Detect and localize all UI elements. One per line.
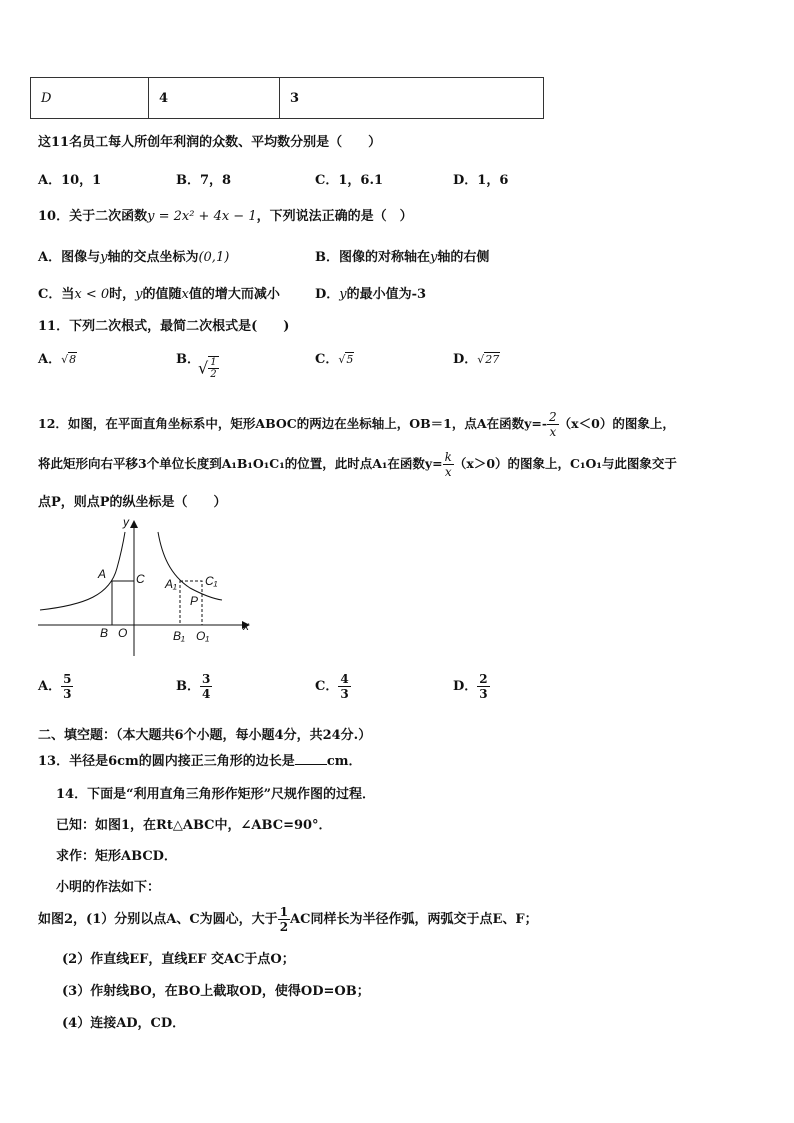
q10-c-suffix: 值的增大而减小 (188, 287, 280, 302)
q11-b-num: 1 (210, 357, 217, 368)
q11-a-radicand: 8 (69, 353, 77, 366)
q11-c-label: C． (315, 352, 339, 367)
q14-line5-num: 1 (279, 905, 289, 919)
label-o: O (118, 626, 128, 640)
q9-option-a: A．10，1 (38, 173, 102, 188)
q14-line6: (2）作直线EF，直线EF 交AC于点O； (62, 952, 295, 967)
q10-d-y: y (339, 287, 347, 302)
q10-b-y: y (430, 250, 438, 265)
q11-option-d (453, 348, 500, 367)
q12-line2-func: y= (424, 456, 443, 471)
q12-line2-a: 将此矩形向右平移3个单位长度到A₁B₁O₁C₁的位置，此时点A₁在函数 (38, 456, 425, 471)
q12-option-a (38, 672, 73, 701)
q14-line5-b: AC同样长为半径作弧，两弧交于点E、F； (290, 912, 538, 927)
q13-stem (38, 750, 361, 769)
label-x: x (243, 619, 249, 633)
q12-line2-den: x (444, 465, 452, 479)
q10-d-prefix: D． (315, 287, 340, 302)
label-p: P (190, 594, 199, 608)
q10-c-mid: 时， (109, 287, 136, 302)
answer-blank (295, 752, 327, 765)
q12-option-c (315, 672, 351, 701)
q14-line1: 14．下面是“利用直角三角形作矩形”尺规作图的过程． (56, 787, 376, 802)
q12-c-den: 3 (340, 687, 349, 701)
q14-line7: (3）作射线BO，在BO上截取OD，使得OD=OB； (62, 984, 370, 999)
q12-figure (30, 510, 260, 660)
q10-c-mid2: 的值随 (142, 287, 182, 302)
q10-c-cond: x < 0 (74, 287, 110, 302)
q10-option-b (315, 246, 489, 265)
label-o1: O₁ (196, 629, 210, 643)
q11-option-c (315, 348, 354, 367)
q10-c-prefix: C．当 (38, 287, 75, 302)
q12-line2-b: （x＞0）的图象上，C₁O₁与此图象交于 (453, 456, 677, 471)
sqrt-symbol: √8 (61, 353, 77, 366)
table-row (31, 78, 544, 119)
q11-option-b (176, 348, 200, 367)
q12-b-den: 4 (202, 687, 211, 701)
q12-b-label: B． (176, 679, 200, 694)
label-a1: A₁ (165, 577, 177, 591)
q10-option-a (38, 246, 229, 265)
q11-b-label: B． (176, 352, 200, 367)
q12-c-num: 4 (340, 672, 349, 686)
q9-option-d: D．1，6 (453, 173, 509, 188)
q11-c-radicand: 5 (346, 353, 354, 366)
q10-formula: y = 2x² + 4x − 1 (147, 209, 257, 224)
table-cell: D (31, 78, 149, 119)
section-heading: 二、填空题：（本大题共6个小题，每小题4分，共24分.） (38, 728, 372, 743)
q12-line1 (38, 410, 675, 439)
q10-option-d (315, 283, 426, 302)
q11-d-label: D． (453, 352, 478, 367)
label-a: A (98, 567, 107, 581)
q10-c-y: y (135, 287, 143, 302)
label-y: y (123, 515, 129, 529)
label-c: C (136, 572, 145, 586)
q12-option-d (453, 672, 490, 701)
q12-a-den: 3 (63, 687, 72, 701)
rectangle-aboc (112, 581, 134, 625)
y-axis-arrow-icon (130, 520, 138, 528)
q10-stem (38, 205, 413, 224)
q12-line1-num: 2 (549, 410, 557, 424)
q11-a-label: A． (38, 352, 62, 367)
q10-a-y: y (100, 250, 108, 265)
table-cell: 4 (149, 78, 280, 119)
q12-option-b (176, 672, 212, 701)
q14-line4: 小明的作法如下： (56, 880, 161, 895)
q10-d-suffix: 的最小值为-3 (346, 287, 427, 302)
q12-d-num: 2 (479, 672, 488, 686)
q12-line1-a: 12．如图，在平面直角坐标系中，矩形ABOC的两边在坐标轴上，OB＝1，点A在函数 (38, 416, 525, 431)
q14-line5-a: 如图2，(1）分别以点A、C为圆心，大于 (38, 912, 278, 927)
q10-a-prefix: A．图像与 (38, 250, 101, 265)
q12-line1-den: x (549, 425, 557, 439)
q11-d-radicand: 27 (485, 353, 500, 366)
q12-d-label: D． (453, 679, 478, 694)
sqrt-symbol: √27 (477, 353, 500, 366)
table-cell: 3 (280, 78, 544, 119)
q9-option-b: B．7，8 (176, 173, 232, 188)
q11-b-den: 2 (210, 369, 217, 380)
data-table (30, 77, 544, 119)
q12-line2 (38, 450, 677, 479)
q12-a-num: 5 (63, 672, 72, 686)
q11-option-a (38, 348, 77, 367)
q12-a-label: A． (38, 679, 62, 694)
q10-stem-prefix: 10．关于二次函数 (38, 209, 148, 224)
q12-c-label: C． (315, 679, 339, 694)
q11-stem: 11．下列二次根式，最简二次根式是( ) (38, 319, 290, 334)
label-b1: B₁ (173, 629, 185, 643)
q10-b-suffix: 轴的右侧 (437, 250, 490, 265)
label-b: B (100, 626, 109, 640)
q12-line1-func: y=- (524, 416, 548, 431)
q14-line5-den: 2 (279, 920, 289, 934)
q12-b-num: 3 (202, 672, 211, 686)
q12-d-den: 3 (479, 687, 488, 701)
q9-option-c: C．1，6.1 (315, 173, 384, 188)
q12-line1-b: （x＜0）的图象上， (558, 416, 675, 431)
q14-line8: (4）连接AD，CD． (62, 1016, 186, 1031)
q14-line3: 求作：矩形ABCD． (56, 849, 177, 864)
q13-prefix: 13．半径是6cm的圆内接正三角形的边长是 (38, 754, 295, 769)
q10-stem-suffix: ，下列说法正确的是（ ） (256, 209, 413, 224)
q14-line2: 已知：如图1，在Rt△ABC中，∠ABC=90°． (56, 818, 332, 833)
label-c1: C₁ (205, 574, 218, 588)
q11-b-sqrt: √ $\frac{1}{2}$ (198, 357, 217, 380)
q13-suffix: cm． (326, 754, 362, 769)
q10-a-coord: (0,1) (198, 250, 230, 265)
q10-a-mid: 轴的交点坐标为 (107, 250, 199, 265)
q9-stem: 这11名员工每人所创年利润的众数、平均数分别是（ ） (38, 135, 382, 150)
q10-b-prefix: B．图像的对称轴在 (315, 250, 430, 265)
q12-line2-num: k (444, 450, 452, 464)
q10-option-c (38, 283, 280, 302)
q10-c-x: x (181, 287, 189, 302)
q14-line5 (38, 905, 538, 934)
sqrt-symbol: √5 (338, 353, 354, 366)
q12-line3: 点P，则点P的纵坐标是（ ） (38, 495, 227, 510)
